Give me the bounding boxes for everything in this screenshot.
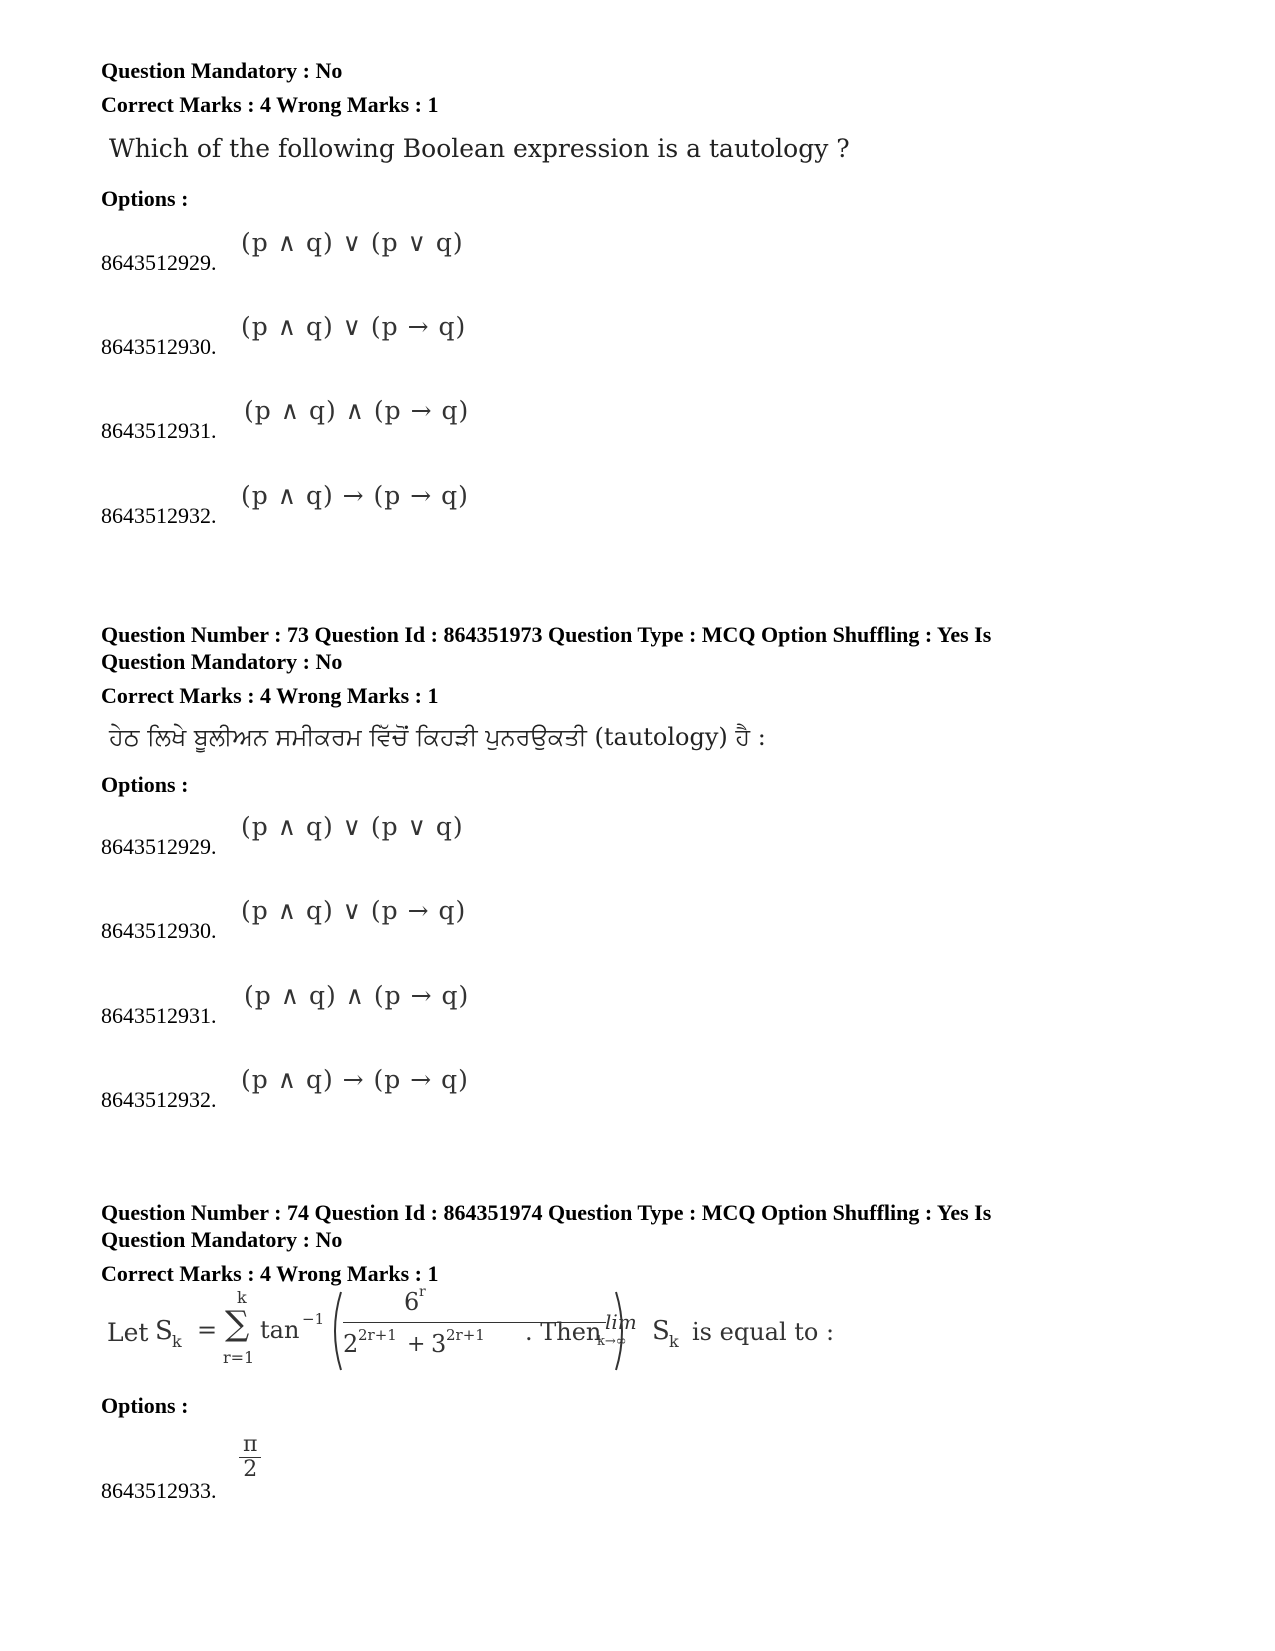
numerator-exponent: r (419, 1284, 426, 1300)
option-expression: (p ∧ q) → (p → q) (241, 481, 469, 510)
option-fraction (239, 1433, 261, 1482)
numerator-base: 6 (404, 1288, 420, 1316)
question-mandatory-line: Question Mandatory : No (101, 649, 343, 674)
question-mandatory-line: Question Mandatory : No (101, 1227, 343, 1252)
options-label: Options : (101, 772, 189, 797)
marks-line: Correct Marks : 4 Wrong Marks : 1 (101, 683, 439, 708)
denominator-plus: + (407, 1332, 426, 1357)
option-id: 8643512931. (101, 418, 217, 443)
marks-line: Correct Marks : 4 Wrong Marks : 1 (101, 92, 439, 117)
options-label: Options : (101, 1393, 189, 1418)
marks-line: Correct Marks : 4 Wrong Marks : 1 (101, 1261, 439, 1286)
option-id: 8643512929. (101, 834, 217, 859)
option-expression: (p ∧ q) ∨ (p ∨ q) (241, 228, 464, 257)
option-id: 8643512929. (101, 250, 217, 275)
question-header: Question Number : 74 Question Id : 864351974 Question Type : MCQ Option Shuffling : Yes Is (101, 1200, 992, 1225)
option-id: 8643512930. (101, 918, 217, 943)
formula-s: S (155, 1316, 173, 1346)
options-label: Options : (101, 186, 189, 211)
formula-s-subscript: k (172, 1332, 182, 1351)
formula-let: Let (107, 1318, 149, 1347)
fraction-numerator: π (243, 1432, 258, 1457)
formula-equals: = (197, 1316, 218, 1344)
denominator-a-exponent: 2r+1 (358, 1326, 397, 1344)
option-id: 8643512930. (101, 334, 217, 359)
formula-s2: S (652, 1316, 670, 1346)
formula-s2-subscript: k (669, 1332, 679, 1351)
denominator-b-exponent: 2r+1 (446, 1326, 485, 1344)
option-expression: (p ∧ q) ∨ (p → q) (241, 312, 467, 341)
option-id: 8643512932. (101, 1087, 217, 1112)
option-expression: (p ∧ q) ∨ (p ∨ q) (241, 812, 464, 841)
fraction-denominator: 2 (239, 1457, 261, 1482)
option-id: 8643512931. (101, 1003, 217, 1028)
option-expression: (p ∧ q) ∨ (p → q) (241, 896, 467, 925)
question-mandatory-line: Question Mandatory : No (101, 58, 343, 83)
sum-sign: ∑ (225, 1304, 250, 1344)
formula-tan: tan (260, 1316, 300, 1344)
denominator-a-base: 2 (343, 1330, 359, 1358)
sum-lower-limit: r=1 (223, 1348, 255, 1367)
question-text: ਹੇਠ ਲਿਖੇ ਬੂਲੀਅਨ ਸਮੀਕਰਮ ਵਿੱਚੋਂ ਕਿਹੜੀ ਪੁਨਰਉਕਤੀ (tautology) ਹੈ : (109, 723, 766, 751)
formula-then: . Then (525, 1318, 602, 1346)
option-id: 8643512932. (101, 503, 217, 528)
option-expression: (p ∧ q) → (p → q) (241, 1065, 469, 1094)
denominator-b-base: 3 (431, 1330, 447, 1358)
formula-tan-exponent: −1 (302, 1310, 325, 1328)
question-formula (107, 1284, 867, 1380)
formula-lim: lim (605, 1310, 637, 1334)
sum-upper-limit: k (237, 1288, 247, 1307)
question-header: Question Number : 73 Question Id : 864351973 Question Type : MCQ Option Shuffling : Yes Is (101, 622, 992, 647)
formula-lim-subscript: k→∞ (597, 1334, 627, 1349)
question-text: Which of the following Boolean expression is a tautology ? (109, 134, 850, 163)
option-expression: (p ∧ q) ∧ (p → q) (244, 981, 470, 1010)
formula-tail: is equal to : (692, 1318, 835, 1346)
option-expression: (p ∧ q) ∧ (p → q) (244, 396, 470, 425)
option-id: 8643512933. (101, 1478, 217, 1503)
